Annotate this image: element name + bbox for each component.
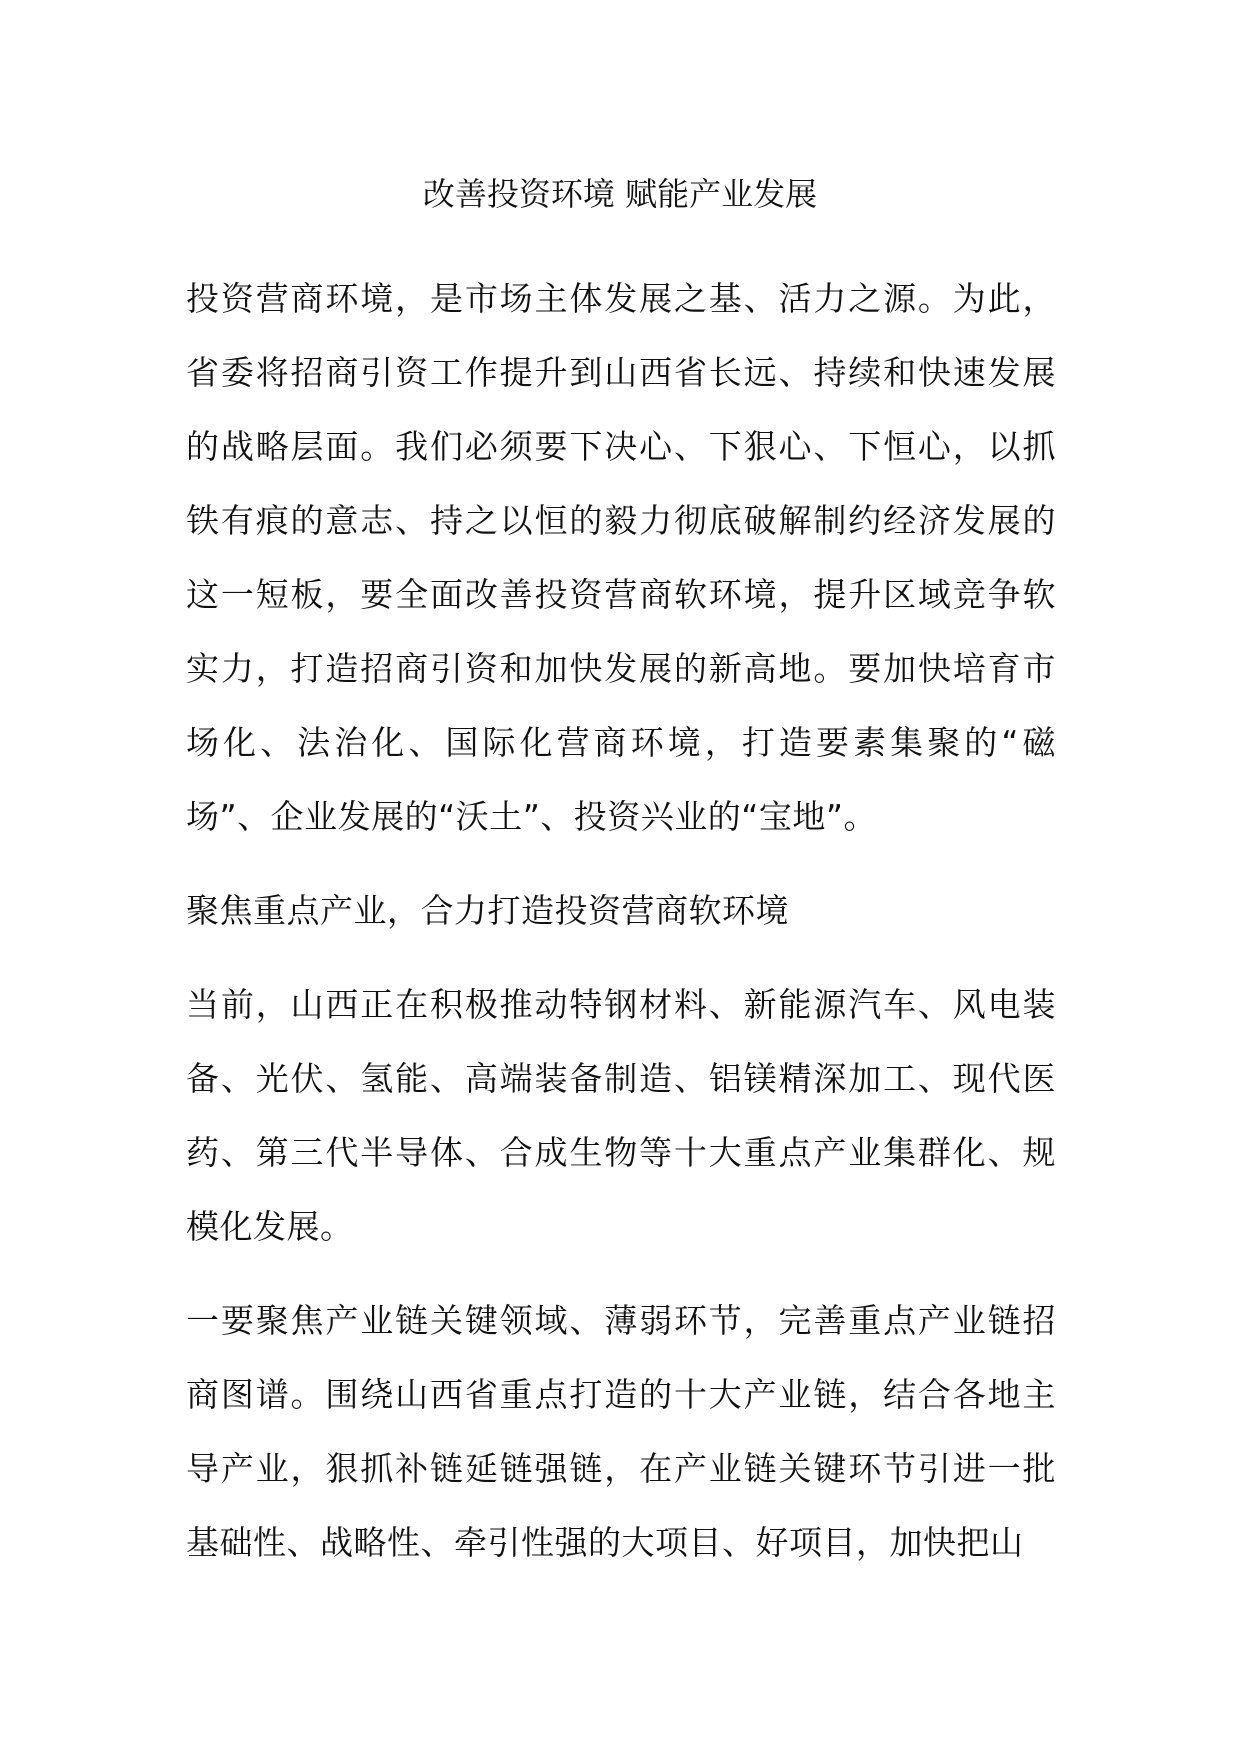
paragraph-industry-chain: 一要聚焦产业链关键领域、薄弱环节，完善重点产业链招商图谱。围绕山西省重点打造的十大产业链，结合各地主导产业，狠抓补链延链强链，在产业链关键环节引进一批基础性、战略性、牵引性强的大项目、好项目，加快把山 <box>186 1301 1056 1562</box>
document-body <box>186 262 1056 1600</box>
section-heading: 聚焦重点产业，合力打造投资营商软环境 <box>186 891 789 930</box>
paragraph-current-status: 当前，山西正在积极推动特钢材料、新能源汽车、风电装备、光伏、氢能、高端装备制造、铝镁精深加工、现代医药、第三代半导体、合成生物等十大重点产业集群化、规模化发展。 <box>186 985 1056 1246</box>
paragraph-intro: 投资营商环境，是市场主体发展之基、活力之源。为此，省委将招商引资工作提升到山西省长远、持续和快速发展的战略层面。我们必须要下决心、下狠心、下恒心，以抓铁有痕的意志、持之以恒的毅力彻底破解制约经济发展的这一短板，要全面改善投资营商软环境，提升区域竞争软实力，打造招商引资和加快发展的新高地。要加快培育市场化、法治化、国际化营商环境，打造要素集聚的“磁场”、企业发展的“沃土”、投资兴业的“宝地”。 <box>186 279 1056 836</box>
document-title: 改善投资环境 赋能产业发展 <box>422 175 818 213</box>
